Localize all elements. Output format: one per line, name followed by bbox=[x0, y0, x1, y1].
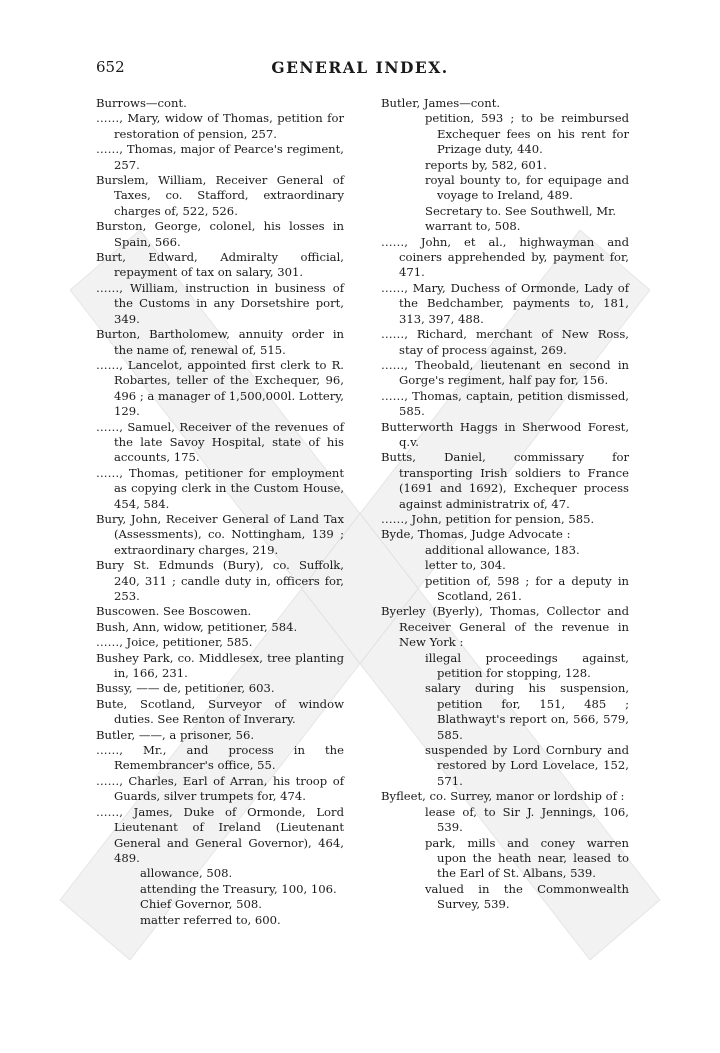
index-entry: ……, James, Duke of Ormonde, Lord Lieutenant of Ireland (Lieutenant General and General Governor), 464, 489. bbox=[96, 804, 344, 865]
index-subentry: lease of, to Sir J. Jennings, 106, 539. bbox=[425, 804, 629, 835]
index-subentry: reports by, 582, 601. bbox=[425, 157, 547, 172]
index-subentry: additional allowance, 183. bbox=[425, 542, 580, 557]
index-entry: ……, Thomas, major of Pearce's regiment, 257. bbox=[96, 142, 344, 172]
index-subentry: matter referred to, 600. bbox=[140, 912, 281, 927]
index-subentry: allowance, 508. bbox=[140, 866, 233, 881]
index-subentry: suspended by Lord Cornbury and restored by Lord Lovelace, 152, 571. bbox=[425, 743, 629, 788]
index-entry: ……, John, et al., highwayman and coiners apprehended by, payment for, 471. bbox=[381, 234, 629, 280]
index-entry: Butts, Daniel, commissary for transporting Irish soldiers to France (1691 and 1692), Exchequer process against administratrix of, 47. bbox=[381, 450, 629, 511]
index-entry: ……, John, petition for pension, 585. bbox=[381, 511, 595, 526]
index-subentry: illegal proceedings against, petition for stopping, 128. bbox=[425, 650, 629, 681]
index-entry: Bushey Park, co. Middlesex, tree planting in, 166, 231. bbox=[96, 650, 344, 681]
index-entry: ……, Lancelot, appointed first clerk to R. Robartes, teller of the Exchequer, 96, 496 ; a manager of 1,500,000l. Lottery, 129. bbox=[96, 357, 344, 419]
index-entry: Burslem, William, Receiver General of Taxes, co. Stafford, extraordinary charges of, 522, 526. bbox=[96, 173, 344, 218]
index-entry: ……, William, instruction in business of the Customs in any Dorsetshire port, 349. bbox=[96, 280, 344, 326]
index-subentry: salary during his suspension, petition for, 151, 485 ; Blathwayt's report on, 566, 579, 585. bbox=[425, 681, 629, 742]
index-entry: ……, Samuel, Receiver of the revenues of the late Savoy Hospital, state of his accounts, 175. bbox=[96, 419, 344, 465]
index-entry: ……, Thomas, petitioner for employment as copying clerk in the Custom House, 454, 584. bbox=[96, 465, 344, 511]
index-entry: Burrows—cont. bbox=[96, 96, 187, 110]
index-entry: Burt, Edward, Admiralty official, repayment of tax on salary, 301. bbox=[96, 250, 344, 280]
index-subentry: Chief Governor, 508. bbox=[140, 897, 262, 912]
index-entry: ……, Thomas, captain, petition dismissed, 585. bbox=[381, 388, 629, 419]
index-entry: ……, Joice, petitioner, 585. bbox=[96, 635, 253, 650]
index-entry: Bush, Ann, widow, petitioner, 584. bbox=[96, 619, 298, 634]
index-entry: Burton, Bartholomew, annuity order in the name of, renewal of, 515. bbox=[96, 327, 344, 357]
index-entry: ……, Theobald, lieutenant en second in Gorge's regiment, half pay for, 156. bbox=[381, 357, 629, 388]
index-entry: Bute, Scotland, Surveyor of window duties. See Renton of Inverary. bbox=[96, 696, 344, 727]
index-entry: ……, Richard, merchant of New Ross, stay of process against, 269. bbox=[381, 327, 629, 357]
index-subentry: letter to, 304. bbox=[425, 558, 506, 573]
index-entry: Byfleet, co. Surrey, manor or lordship of : bbox=[381, 789, 625, 804]
index-entry: Bury, John, Receiver General of Land Tax (Assessments), co. Nottingham, 139 ; extraordinary charges, 219. bbox=[96, 511, 344, 557]
index-subentry: petition of, 598 ; for a deputy in Scotland, 261. bbox=[425, 573, 629, 603]
index-subentry: warrant to, 508. bbox=[425, 219, 521, 234]
page-title: GENERAL INDEX. bbox=[271, 58, 449, 77]
index-entry: Byde, Thomas, Judge Advocate : bbox=[381, 527, 571, 542]
index-subentry: petition, 593 ; to be reimbursed Exchequer fees on his rent for Prizage duty, 440. bbox=[425, 111, 629, 157]
index-entry: ……, Mary, Duchess of Ormonde, Lady of the Bedchamber, payments to, 181, 313, 397, 488. bbox=[381, 280, 629, 326]
index-entry: ……, Mr., and process in the Remembrancer's office, 55. bbox=[96, 743, 344, 773]
index-entry: Bussy, —— de, petitioner, 603. bbox=[96, 681, 275, 696]
index-subentry: attending the Treasury, 100, 106. bbox=[140, 881, 337, 896]
page-number: 652 bbox=[96, 58, 125, 76]
index-subentry: royal bounty to, for equipage and voyage to Ireland, 489. bbox=[425, 173, 629, 203]
index-column-right bbox=[381, 96, 629, 913]
index-subentry: park, mills and coney warren upon the heath near, leased to the Earl of St. Albans, 539. bbox=[425, 835, 629, 881]
index-entry: Byerley (Byerly), Thomas, Collector and Receiver General of the revenue in New York : bbox=[381, 604, 629, 650]
index-column-left bbox=[96, 96, 344, 928]
index-subentry: Secretary to. See Southwell, Mr. bbox=[425, 203, 617, 218]
index-entry: Butler, James—cont. bbox=[381, 96, 501, 110]
index-entry: Butler, ——, a prisoner, 56. bbox=[96, 727, 255, 742]
index-entry: ……, Mary, widow of Thomas, petition for restoration of pension, 257. bbox=[96, 111, 344, 141]
index-subentry: valued in the Commonwealth Survey, 539. bbox=[425, 881, 629, 912]
index-entry: Bury St. Edmunds (Bury), co. Suffolk, 240, 311 ; candle duty in, officers for, 253. bbox=[96, 558, 344, 603]
index-entry: Butterworth Haggs in Sherwood Forest, q.v. bbox=[381, 419, 629, 449]
index-entry: Burston, George, colonel, his losses in Spain, 566. bbox=[96, 219, 344, 249]
index-entry: Buscowen. See Boscowen. bbox=[96, 604, 252, 619]
index-entry: ……, Charles, Earl of Arran, his troop of Guards, silver trumpets for, 474. bbox=[96, 773, 344, 804]
